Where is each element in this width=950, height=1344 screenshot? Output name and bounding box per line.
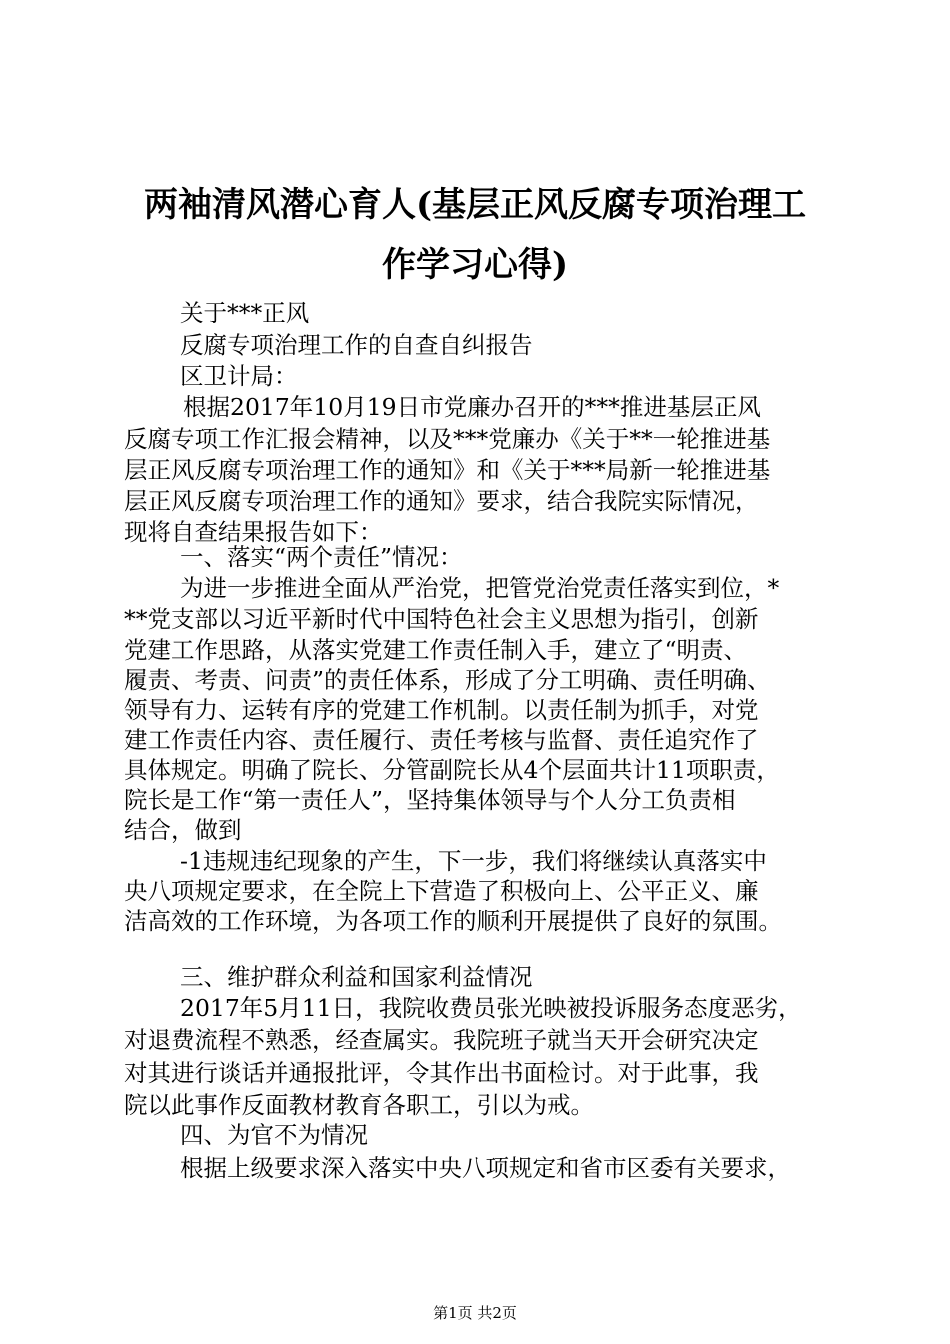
body-line: -1违规违纪现象的产生，下一步，我们将继续认真落实中: [180, 847, 767, 875]
body-line: 2017年5月11日，我院收费员张光映被投诉服务态度恶劣，: [180, 994, 802, 1022]
body-line: 党建工作思路，从落实党建工作责任制入手，建立了“明责、: [124, 636, 748, 664]
body-line: 为进一步推进全面从严治党，把管党治党责任落实到位，*: [180, 574, 780, 602]
section-heading: 四、为官不为情况: [180, 1121, 368, 1149]
document-title-line-1: 两袖清风潜心育人(基层正风反腐专项治理工: [143, 185, 807, 225]
body-line: 院长是工作“第一责任人”，坚持集体领导与个人分工负责相: [124, 786, 736, 814]
body-line: 反腐专项治理工作的自查自纠报告: [180, 331, 533, 359]
body-line: 根据2017年10月19日市党廉办召开的***推进基层正风: [183, 393, 761, 421]
section-heading: 三、维护群众利益和国家利益情况: [180, 963, 533, 991]
body-line: 关于***正风: [180, 299, 310, 327]
body-line: 具体规定。明确了院长、分管副院长从4个层面共计11项职责，: [124, 756, 780, 784]
body-line: 院以此事作反面教材教育各职工，引以为戒。: [124, 1091, 594, 1119]
body-line: 领导有力、运转有序的党建工作机制。以责任制为抓手，对党: [124, 696, 759, 724]
body-line: 层正风反腐专项治理工作的通知》和《关于***局新一轮推进基: [124, 456, 771, 484]
section-heading: 一、落实“两个责任”情况：: [180, 543, 463, 571]
body-line: 层正风反腐专项治理工作的通知》要求，结合我院实际情况，: [124, 487, 759, 515]
body-line: 对其进行谈话并通报批评，令其作出书面检讨。对于此事，我: [124, 1059, 759, 1087]
body-line: 洁高效的工作环境，为各项工作的顺利开展提供了良好的氛围。: [124, 907, 782, 935]
body-line: 建工作责任内容、责任履行、责任考核与监督、责任追究作了: [124, 726, 759, 754]
body-line: 履责、考责、问责”的责任体系，形成了分工明确、责任明确、: [124, 666, 771, 694]
body-line: 对退费流程不熟悉，经查属实。我院班子就当天开会研究决定: [124, 1026, 759, 1054]
page-number-footer: 第1页 共2页: [433, 1304, 517, 1322]
body-line: 根据上级要求深入落实中央八项规定和省市区委有关要求，: [180, 1154, 791, 1182]
body-line: **党支部以习近平新时代中国特色社会主义思想为指引，创新: [124, 605, 759, 633]
body-line: 区卫计局：: [180, 362, 298, 390]
body-line: 结合，做到: [124, 816, 242, 844]
body-line: 反腐专项工作汇报会精神，以及***党廉办《关于**一轮推进基: [124, 425, 771, 453]
body-line: 央八项规定要求，在全院上下营造了积极向上、公平正义、廉: [124, 877, 759, 905]
document-title-line-2: 作学习心得): [381, 245, 569, 285]
body-line: 现将自查结果报告如下：: [124, 518, 383, 546]
